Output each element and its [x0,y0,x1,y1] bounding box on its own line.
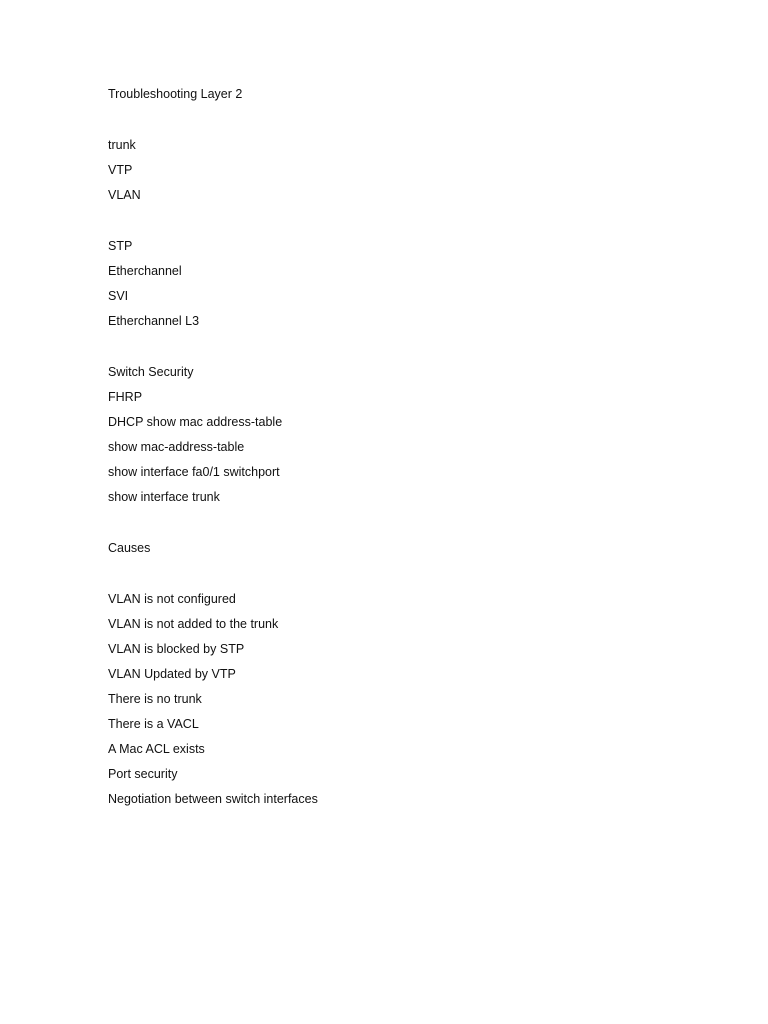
topic-line: FHRP [108,390,143,404]
topic-line: trunk [108,138,136,152]
command-line: show interface fa0/1 switchport [108,465,280,479]
document-title: Troubleshooting Layer 2 [108,87,243,101]
topic-line: SVI [108,289,129,303]
blank-line [108,563,708,589]
blank-line [108,210,708,236]
cause-item: There is a VACL [108,717,199,731]
topic-line: VTP [108,163,133,177]
topic-line: Switch Security [108,365,194,379]
cause-item: Port security [108,767,178,781]
causes-heading: Causes [108,541,151,555]
command-line: show mac-address-table [108,440,245,454]
topic-line: Etherchannel L3 [108,314,200,328]
document-body [108,84,708,814]
cause-item: VLAN is not added to the trunk [108,617,279,631]
cause-item: VLAN Updated by VTP [108,667,236,681]
blank-line [108,336,708,362]
cause-item: VLAN is not configured [108,592,236,606]
topic-line: VLAN [108,188,141,202]
cause-item: VLAN is blocked by STP [108,642,245,656]
cause-item: There is no trunk [108,692,202,706]
topic-line: Etherchannel [108,264,182,278]
topic-line: STP [108,239,133,253]
blank-line [108,512,708,538]
command-line: DHCP show mac address-table [108,415,283,429]
command-line: show interface trunk [108,490,220,504]
cause-item: A Mac ACL exists [108,742,205,756]
blank-line [108,109,708,135]
cause-item: Negotiation between switch interfaces [108,792,318,806]
